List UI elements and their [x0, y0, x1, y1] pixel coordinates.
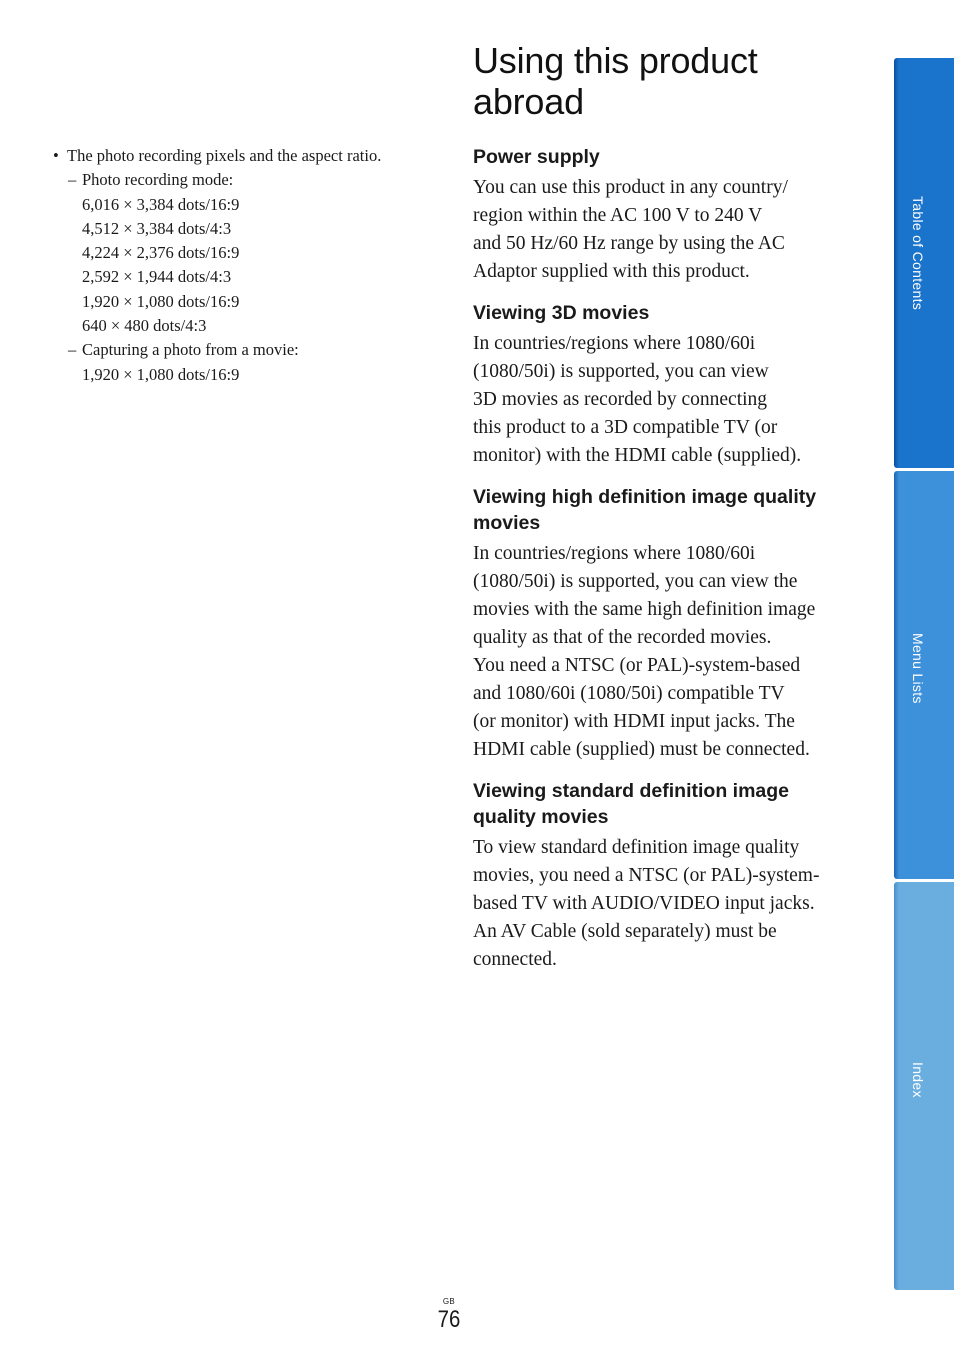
photo-mode-value: 4,224 × 2,376 dots/16:9 — [82, 243, 240, 263]
section-body — [473, 540, 853, 764]
body-line: and 50 Hz/60 Hz range by using the AC — [473, 233, 785, 254]
photo-mode-label-line — [53, 168, 443, 192]
heading-line: Viewing 3D movies — [473, 302, 650, 324]
tab-menu-lists-label: Menu Lists — [910, 633, 926, 704]
section-body — [473, 174, 853, 286]
body-line: monitor) with the HDMI cable (supplied). — [473, 445, 802, 466]
capture-label-line — [53, 338, 443, 362]
bullet-mark: • — [53, 146, 59, 165]
tab-table-of-contents-label: Table of Contents — [910, 196, 926, 311]
body-line: To view standard definition image quality — [473, 837, 800, 858]
body-line: and 1080/60i (1080/50i) compatible TV — [473, 683, 785, 704]
tab-index-label: Index — [910, 1062, 926, 1098]
body-line: based TV with AUDIO/VIDEO input jacks. — [473, 893, 815, 914]
section-body — [473, 834, 853, 974]
photo-mode-value: 4,512 × 3,384 dots/4:3 — [82, 218, 232, 238]
body-line: You need a NTSC (or PAL)-system-based — [473, 655, 801, 676]
body-line: region within the AC 100 V to 240 V — [473, 205, 763, 226]
body-line: connected. — [473, 949, 557, 970]
photo-mode-value: 1,920 × 1,080 dots/16:9 — [82, 291, 240, 311]
section-viewing-sd — [473, 778, 853, 974]
heading-line: Viewing high definition image quality — [473, 486, 817, 508]
dash-mark: – — [68, 340, 77, 360]
photo-mode-label: Photo recording mode: — [82, 170, 234, 190]
page-title-line: Using this product — [473, 40, 758, 81]
body-line: movies with the same high definition image — [473, 599, 816, 620]
photo-mode-value: 2,592 × 1,944 dots/4:3 — [82, 267, 232, 287]
body-line: You can use this product in any country/ — [473, 177, 788, 198]
heading-line: Power supply — [473, 146, 600, 168]
photo-pixels-note — [53, 144, 443, 387]
heading-line: Viewing standard definition image — [473, 780, 790, 802]
section-heading — [473, 144, 853, 170]
section-viewing-3d — [473, 300, 853, 470]
body-line: this product to a 3D compatible TV (or — [473, 417, 778, 438]
photo-mode-value: 6,016 × 3,384 dots/16:9 — [82, 194, 240, 214]
note-intro-text: The photo recording pixels and the aspect ratio. — [67, 146, 382, 165]
section-body — [473, 330, 853, 470]
heading-line: quality movies — [473, 806, 609, 828]
tab-menu-lists[interactable] — [894, 471, 954, 879]
page-title — [473, 40, 853, 122]
body-line: An AV Cable (sold separately) must be — [473, 921, 777, 942]
section-heading — [473, 484, 853, 536]
body-line: In countries/regions where 1080/60i — [473, 543, 756, 564]
side-tab-bar — [894, 58, 954, 1290]
body-line: HDMI cable (supplied) must be connected. — [473, 739, 810, 760]
note-intro-line — [53, 144, 443, 168]
body-line: (1080/50i) is supported, you can view the — [473, 571, 798, 592]
page-footer — [434, 1297, 464, 1333]
region-code: GB — [442, 1297, 456, 1306]
section-viewing-hd — [473, 484, 853, 764]
body-line: (1080/50i) is supported, you can view — [473, 361, 769, 382]
dash-mark: – — [68, 170, 77, 190]
body-line: quality as that of the recorded movies. — [473, 627, 772, 648]
capture-label: Capturing a photo from a movie: — [82, 340, 299, 360]
photo-mode-value: 640 × 480 dots/4:3 — [82, 316, 207, 336]
page-number: 76 — [437, 1306, 461, 1333]
body-line: 3D movies as recorded by connecting — [473, 389, 768, 410]
body-line: In countries/regions where 1080/60i — [473, 333, 756, 354]
body-line: Adaptor supplied with this product. — [473, 261, 750, 282]
tab-table-of-contents[interactable] — [894, 58, 954, 468]
main-content — [473, 40, 853, 988]
body-line: movies, you need a NTSC (or PAL)-system- — [473, 865, 820, 886]
page-title-line: abroad — [473, 81, 584, 122]
heading-line: movies — [473, 512, 541, 534]
tab-index[interactable] — [894, 882, 954, 1290]
capture-value: 1,920 × 1,080 dots/16:9 — [82, 364, 240, 384]
section-heading — [473, 778, 853, 830]
body-line: (or monitor) with HDMI input jacks. The — [473, 711, 795, 732]
section-heading — [473, 300, 853, 326]
section-power-supply — [473, 144, 853, 286]
